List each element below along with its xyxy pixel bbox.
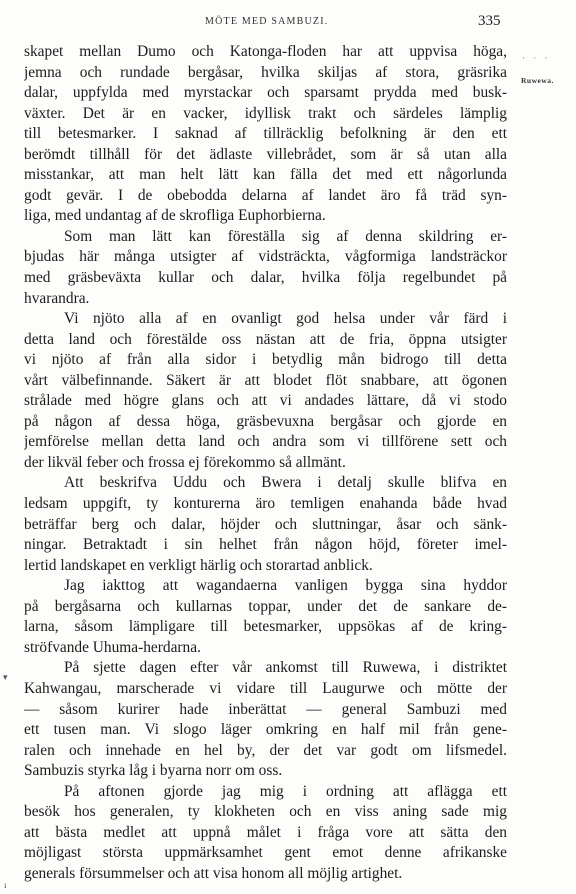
margin-note: Ruwewa. bbox=[521, 76, 554, 85]
text-line: Sambuzis styrka låg i byarna norr om oss. bbox=[24, 762, 283, 780]
text-line: generals försummelser och att visa honom all möjlig artighet. bbox=[24, 864, 403, 882]
text-line: ströfvande Uhuma-herdarna. bbox=[24, 638, 201, 656]
text-line: strålade med högre glans och att vi andades lättare, då vi stodo bbox=[24, 392, 507, 410]
text-line: att bästa medlet att uppnå målet i fråga vore att sätta den bbox=[24, 823, 507, 841]
text-line: till betesmarker. I saknad af tillräcklig befolkning är den ett bbox=[24, 125, 507, 143]
text-line: larna, såsom lämpligare till betesmarker, uppsökas af de kring- bbox=[24, 618, 507, 636]
text-line: Kahwangau, marscherade vi vidare till Laugurwe och mötte der bbox=[24, 679, 507, 697]
text-line: bjudas här många utsigter af vidsträckta, vågformiga landsträckor bbox=[24, 248, 507, 266]
text-line: vårt välbefinnande. Säkert är att blodet flöt snabbare, att ögonen bbox=[24, 371, 507, 389]
text-line: beträffar berg och dalar, höjder och sluttningar, åsar och sänk- bbox=[24, 515, 507, 533]
text-line: Vi njöto alla af en ovanligt god helsa under vår färd i bbox=[64, 310, 507, 328]
text-line: ningar. Betraktadt i sin helhet från någon höjd, företer imel- bbox=[24, 536, 507, 554]
text-line: möjligast största uppmärksamhet gent emot denne afrikanske bbox=[24, 844, 507, 862]
text-line: dalar, uppfylda med myrstackar och sparsamt prydda med busk- bbox=[24, 84, 507, 102]
text-line: lertid landskapet en verkligt härlig och storartad anblick. bbox=[24, 556, 373, 574]
text-line: på bergåsarna och kullarnas toppar, under det de sankare de- bbox=[24, 597, 507, 615]
edge-mark: ▾ bbox=[3, 672, 8, 682]
text-line: växter. Det är en vacker, idyllisk trakt och särdeles lämplig bbox=[24, 104, 507, 122]
text-line: berömdt tillhåll för det ädlaste villebrådet, som är så utan alla bbox=[24, 145, 507, 163]
page-number: 335 bbox=[478, 13, 501, 29]
text-line: godt gevär. I de obebodda delarna af landet äro få träd syn- bbox=[24, 186, 507, 204]
text-line: på någon af dessa höga, gräsbevuxna bergåsar och gjorde en bbox=[24, 412, 507, 430]
text-line: Att beskrifva Uddu och Bwera i detalj skulle blifva en bbox=[64, 474, 507, 492]
text-line: med gräsbeväxta kullar och dalar, hvilka följa regelbundet på bbox=[24, 269, 507, 287]
text-line: Som man lätt kan föreställa sig af denna skildring er- bbox=[64, 227, 507, 245]
text-line: jemförelse mellan detta land och andra som vi tillförene sett och bbox=[24, 433, 507, 451]
text-line: skapet mellan Dumo och Katonga-floden har att uppvisa höga, bbox=[24, 43, 507, 60]
body-text bbox=[24, 42, 507, 884]
edge-mark: ı bbox=[4, 880, 7, 890]
text-line: hvarandra. bbox=[24, 289, 90, 307]
text-line: detta land och förestälde oss nästan att de fria, öppna utsigter bbox=[24, 330, 507, 348]
text-line: der likväl feber och frossa ej förekommo så allmänt. bbox=[24, 453, 346, 471]
text-line: På sjette dagen efter vår ankomst till Ruwewa, i distriktet bbox=[64, 659, 507, 677]
text-line: ralen och innehade en hel by, der det var godt om lifsmedel. bbox=[24, 741, 507, 759]
running-head: MÖTE MED SAMBUZI. bbox=[205, 16, 329, 27]
text-line: vi njöto af från alla sidor i betydlig mån bidrogo till detta bbox=[24, 351, 507, 369]
text-line: jemna och rundade bergåsar, hvilka skiljas af stora, gräsrika bbox=[24, 63, 507, 81]
margin-specks: · · · bbox=[522, 53, 551, 63]
text-line: besök hos generalen, ty klokheten och en viss aning sade mig bbox=[24, 803, 507, 821]
text-line: misstankar, att man helt lätt kan fälla det med ett någorlunda bbox=[24, 166, 507, 184]
text-line: ledsam uppgift, ty konturerna äro temligen enahanda både hvad bbox=[24, 495, 507, 513]
text-line: På aftonen gjorde jag mig i ordning att aflägga ett bbox=[64, 782, 507, 800]
text-line: ett tusen man. Vi slogo läger omkring en half mil från gene- bbox=[24, 721, 507, 739]
text-line: Jag iakttog att wagandaerna vanligen bygga sina hyddor bbox=[64, 577, 507, 595]
text-line: liga, med undantag af de skrofliga Euphorbierna. bbox=[24, 207, 326, 225]
text-line: — såsom kurirer hade inberättat — general Sambuzi med bbox=[24, 700, 507, 718]
